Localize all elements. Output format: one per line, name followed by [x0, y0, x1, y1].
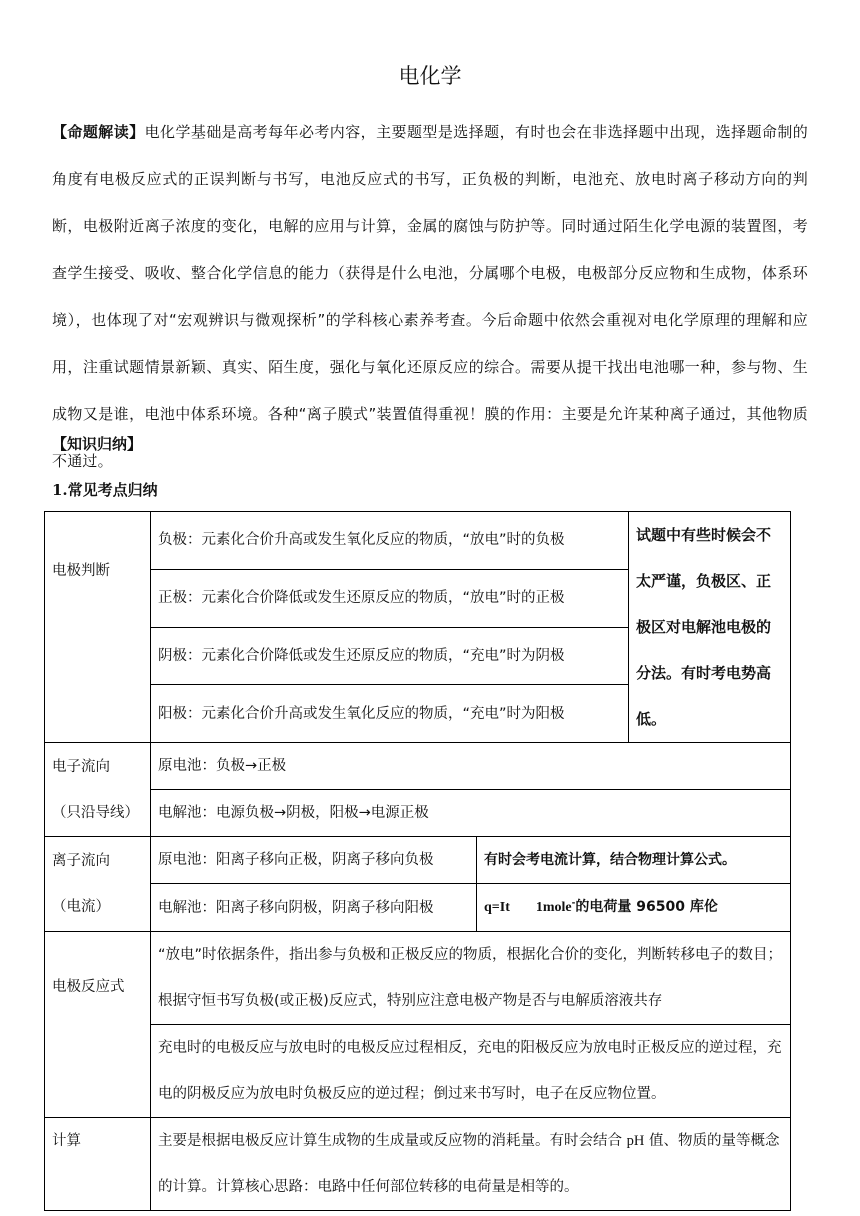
table-row: [45, 837, 791, 884]
ion-row-electrolytic: 电解池：阳离子移向阴极，阴离子移向阳极: [151, 884, 477, 932]
electron-row-electrolytic: 电解池：电源负极→阴极，阳极→电源正极: [151, 790, 791, 837]
table-row: [45, 884, 791, 932]
electrode-row-positive: 正极：元素化合价降低或发生还原反应的物质，“放电”时的正极: [151, 569, 629, 627]
electron-row-galvanic: 原电池：负极→正极: [151, 743, 791, 790]
electrode-row-negative: 负极：元素化合价升高或发生氧化反应的物质，“放电”时的负极: [151, 512, 629, 570]
formula-sup: -: [571, 898, 576, 909]
intro-label: 【命题解读】: [52, 123, 145, 141]
calc-text: [151, 1118, 791, 1211]
table-row: [45, 743, 791, 790]
formula-q-it: q=It: [484, 900, 510, 915]
page-title: 电化学: [398, 64, 462, 88]
electron-label-line1: 电子流向: [52, 758, 110, 775]
summary-table: [44, 511, 791, 1211]
category-ion-flow: [45, 837, 151, 932]
intro-text: 电化学基础是高考每年必考内容，主要题型是选择题，有时也会在非选择题中出现，选择题命制的角度有电极反应式的正误判断与书写，电池反应式的书写，正负极的判断，电池充、放电时离子移动方向的判断，电极附近离子浓度的变化，电解的应用与计算，金属的腐蚀与防护等。同时通过陌生化学电源的装置图，考查学生接受、吸收、整合化学信息的能力（获得是什么电池，分属哪个电极，电极部分反应物和生成物，体系环境），也体现了对“宏观辨识与微观探析”的学科核心素养考查。今后命题中依然会重视对电化学原理的理解和应用，注重试题情景新颖、真实、陌生度，强化与氧化还原反应的综合。需要从提干找出电池哪一种，参与物、生成物又是谁，电池中体系环境。各种“离子膜式”装置值得重视！膜的作用：主要是允许某种离子通过，其他物质不通过。: [52, 123, 809, 470]
formula-charge-text: 的电荷量 96500 库伦: [575, 899, 718, 915]
table-row: [45, 790, 791, 837]
category-calc: 计算: [45, 1118, 151, 1211]
ion-label-line1: 离子流向: [52, 853, 110, 869]
knowledge-heading: 【知识归纳】: [52, 435, 143, 453]
electron-label-line2: （只沿导线）: [52, 804, 139, 821]
electrode-note: 试题中有些时候会不太严谨，负极区、正极区对电解池电极的分法。有时考电势高低。: [629, 512, 791, 743]
calc-text-b: 值、物质的量等概念的计算。计算核心思路：电路中任何部位转移的电荷量是相等的。: [158, 1133, 780, 1195]
formula-mole: 1mole: [535, 900, 572, 915]
category-reaction: 电极反应式: [45, 932, 151, 1118]
table-row: [45, 512, 791, 570]
category-electron-flow: [45, 743, 151, 837]
ion-label-line2: （电流）: [52, 899, 110, 915]
calc-text-a: 主要是根据电极反应计算生成物的生成量或反应物的消耗量。有时会结合: [158, 1133, 627, 1149]
table-row: [45, 1118, 791, 1211]
ion-note-current: 有时会考电流计算，结合物理计算公式。: [477, 837, 791, 884]
category-electrode: 电极判断: [45, 512, 151, 743]
ion-row-galvanic: 原电池：阳离子移向正极，阴离子移向负极: [151, 837, 477, 884]
calc-ph: pH: [626, 1133, 645, 1149]
electrode-row-cathode: 阴极：元素化合价降低或发生还原反应的物质，“充电”时为阴极: [151, 627, 629, 685]
intro-paragraph: [52, 109, 808, 485]
table-row: [45, 1025, 791, 1118]
reaction-charge: 充电时的电极反应与放电时的电极反应过程相反，充电的阳极反应为放电时正极反应的逆过程，充电的阴极反应为放电时负极反应的逆过程；倒过来书写时，电子在反应物位置。: [151, 1025, 791, 1118]
reaction-discharge: “放电”时依据条件，指出参与负极和正极反应的物质，根据化合价的变化，判断转移电子的数目；根据守恒书写负极(或正极)反应式，特别应注意电极产物是否与电解质溶液共存: [151, 932, 791, 1025]
section-heading: 1.常见考点归纳: [52, 481, 158, 499]
table-row: [45, 932, 791, 1025]
ion-note-formula: [477, 884, 791, 932]
electrode-row-anode: 阳极：元素化合价升高或发生氧化反应的物质，“充电”时为阳极: [151, 685, 629, 743]
